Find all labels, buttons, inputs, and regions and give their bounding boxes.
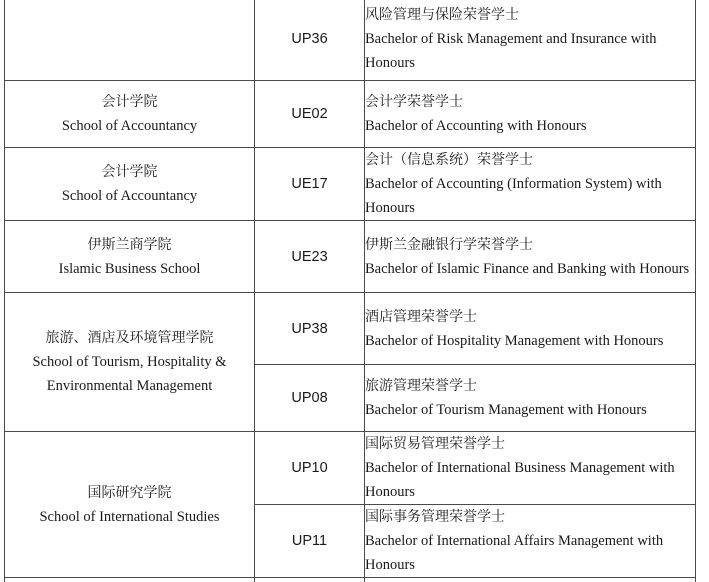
table-row [5, 221, 696, 293]
degree-cell [365, 578, 696, 582]
degree-cell [365, 221, 696, 293]
degree-name-en: Bachelor of International Affairs Management with Honours [365, 533, 664, 573]
degree-name-zh: 国际事务管理荣誉学士 [365, 509, 505, 525]
school-name-en: Islamic Business School [58, 260, 201, 277]
degree-cell [365, 148, 696, 221]
degree-name-zh: 伊斯兰金融银行学荣誉学士 [365, 236, 533, 253]
program-code: UP10 [255, 432, 365, 505]
degree-name-en: Bachelor of Accounting with Honours [365, 118, 587, 134]
table-row [5, 81, 696, 148]
school-cell [5, 578, 255, 582]
school-name-zh: 会计学院 [101, 94, 158, 110]
degree-cell [365, 81, 696, 148]
degree-name-en: Bachelor of Risk Management and Insurance with Honours [365, 31, 657, 71]
program-code: UP11 [255, 505, 365, 578]
program-code: UP08 [255, 365, 365, 432]
program-code: UP38 [255, 293, 365, 365]
table-row [5, 0, 696, 81]
school-name-en: School of Accountancy [61, 118, 198, 134]
school-name-zh: 伊斯兰商学院 [87, 236, 172, 253]
degree-name-zh: 国际贸易管理荣誉学士 [365, 436, 505, 452]
degree-name-en: Bachelor of International Business Management with Honours [365, 460, 675, 500]
table-row [5, 148, 696, 221]
program-code: UE23 [255, 221, 365, 293]
degree-name-zh: 风险管理与保险荣誉学士 [365, 7, 519, 23]
degree-name-en: Bachelor of Tourism Management with Honours [365, 402, 647, 418]
table-row-partial [5, 578, 696, 582]
school-name-zh: 国际研究学院 [87, 484, 172, 501]
school-name-zh: 旅游、酒店及环境管理学院 [45, 330, 214, 346]
program-code [255, 578, 365, 582]
school-cell [5, 148, 255, 221]
degree-name-en: Bachelor of Hospitality Management with Honours [365, 332, 664, 349]
degree-name-en: Bachelor of Accounting (Information System) with Honours [365, 176, 662, 216]
degree-cell [365, 0, 696, 81]
degree-name-zh: 会计（信息系统）荣誉学士 [365, 152, 533, 168]
degree-name-en: Bachelor of Islamic Finance and Banking with Honours [365, 260, 690, 277]
school-name-en: School of Tourism, Hospitality & Environmental Management [32, 354, 227, 394]
school-cell [5, 293, 255, 432]
program-code: UE17 [255, 148, 365, 221]
program-code: UE02 [255, 81, 365, 148]
school-name-en: School of International Studies [39, 508, 220, 525]
degree-name-zh: 会计学荣誉学士 [365, 94, 463, 110]
degree-cell [365, 432, 696, 505]
degree-name-zh: 旅游管理荣誉学士 [365, 378, 477, 394]
school-name-zh: 会计学院 [101, 164, 158, 180]
degree-cell [365, 365, 696, 432]
degree-cell [365, 293, 696, 365]
school-cell [5, 432, 255, 578]
school-cell [5, 221, 255, 293]
school-cell [5, 0, 255, 81]
degree-cell [365, 505, 696, 578]
table-row [5, 293, 696, 365]
program-table [4, 0, 696, 582]
school-name-en: School of Accountancy [61, 188, 198, 204]
program-code: UP36 [255, 0, 365, 81]
degree-name-zh: 酒店管理荣誉学士 [365, 308, 477, 325]
school-cell [5, 81, 255, 148]
table-row [5, 432, 696, 505]
